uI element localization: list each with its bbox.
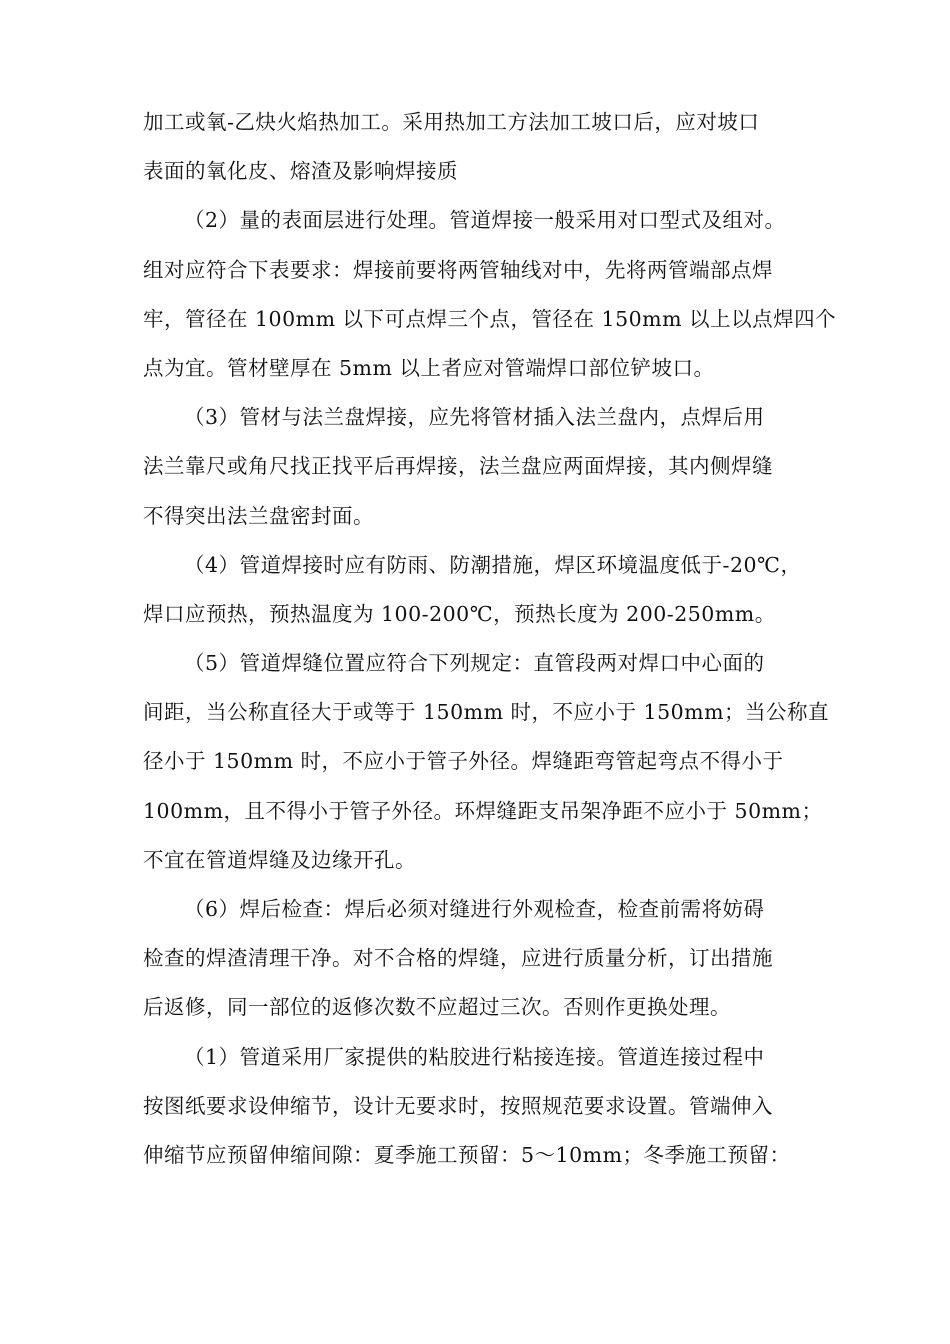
- paragraph-start-line: （2）量的表面层进行处理。管道焊接一般采用对口型式及组对。: [184, 208, 786, 233]
- text-line: 100mm，且不得小于管子外径。环焊缝距支吊架净距不应小于 50mm；: [143, 798, 823, 823]
- text-line: 加工或氧-乙炔火焰热加工。采用热加工方法加工坡口后，应对坡口: [143, 110, 760, 134]
- text-line: 牢，管径在 100mm 以下可点焊三个点，管径在 150mm 以上以点焊四个: [143, 306, 837, 331]
- text-line: 不宜在管道焊缝及边缘开孔。: [143, 847, 416, 872]
- text-line: 组对应符合下表要求：焊接前要将两管轴线对中，先将两管端部点焊: [143, 257, 773, 282]
- text-line: 后返修，同一部位的返修次数不应超过三次。否则作更换处理。: [143, 995, 731, 1020]
- text-line: 不得突出法兰盘密封面。: [143, 503, 374, 528]
- paragraph-start-line: （1）管道采用厂家提供的粘胶进行粘接连接。管道连接过程中: [184, 1044, 765, 1069]
- text-line: 径小于 150mm 时，不应小于管子外径。焊缝距弯管起弯点不得小于: [143, 749, 784, 774]
- text-line: 按图纸要求设伸缩节，设计无要求时，按照规范要求设置。管端伸入: [143, 1093, 773, 1118]
- paragraph-start-line: （6）焊后检查：焊后必须对缝进行外观检查，检查前需将妨碍: [184, 897, 765, 921]
- text-line: 表面的氧化皮、熔渣及影响焊接质: [143, 159, 458, 184]
- text-line: 焊口应预热，预热温度为 100-200℃，预热长度为 200-250mm。: [143, 601, 776, 626]
- document-body: [143, 98, 837, 1180]
- text-line: 点为宜。管材壁厚在 5mm 以上者应对管端焊口部位铲坡口。: [143, 355, 715, 380]
- text-line: 伸缩节应预留伸缩间隙：夏季施工预留：5～10mm；冬季施工预留：: [143, 1142, 791, 1167]
- text-line: 法兰靠尺或角尺找正找平后再焊接，法兰盘应两面焊接，其内侧焊缝: [143, 454, 773, 479]
- paragraph-start-line: （5）管道焊缝位置应符合下列规定：直管段两对焊口中心面的: [184, 651, 765, 676]
- paragraph-start-line: （3）管材与法兰盘焊接，应先将管材插入法兰盘内，点焊后用: [184, 405, 765, 430]
- paragraph-start-line: （4）管道焊接时应有防雨、防潮措施，焊区环境温度低于-20℃，: [184, 552, 802, 577]
- text-line: 间距，当公称直径大于或等于 150mm 时，不应小于 150mm；当公称直: [143, 700, 830, 725]
- text-line: 检查的焊渣清理干净。对不合格的焊缝，应进行质量分析，订出措施: [143, 946, 773, 971]
